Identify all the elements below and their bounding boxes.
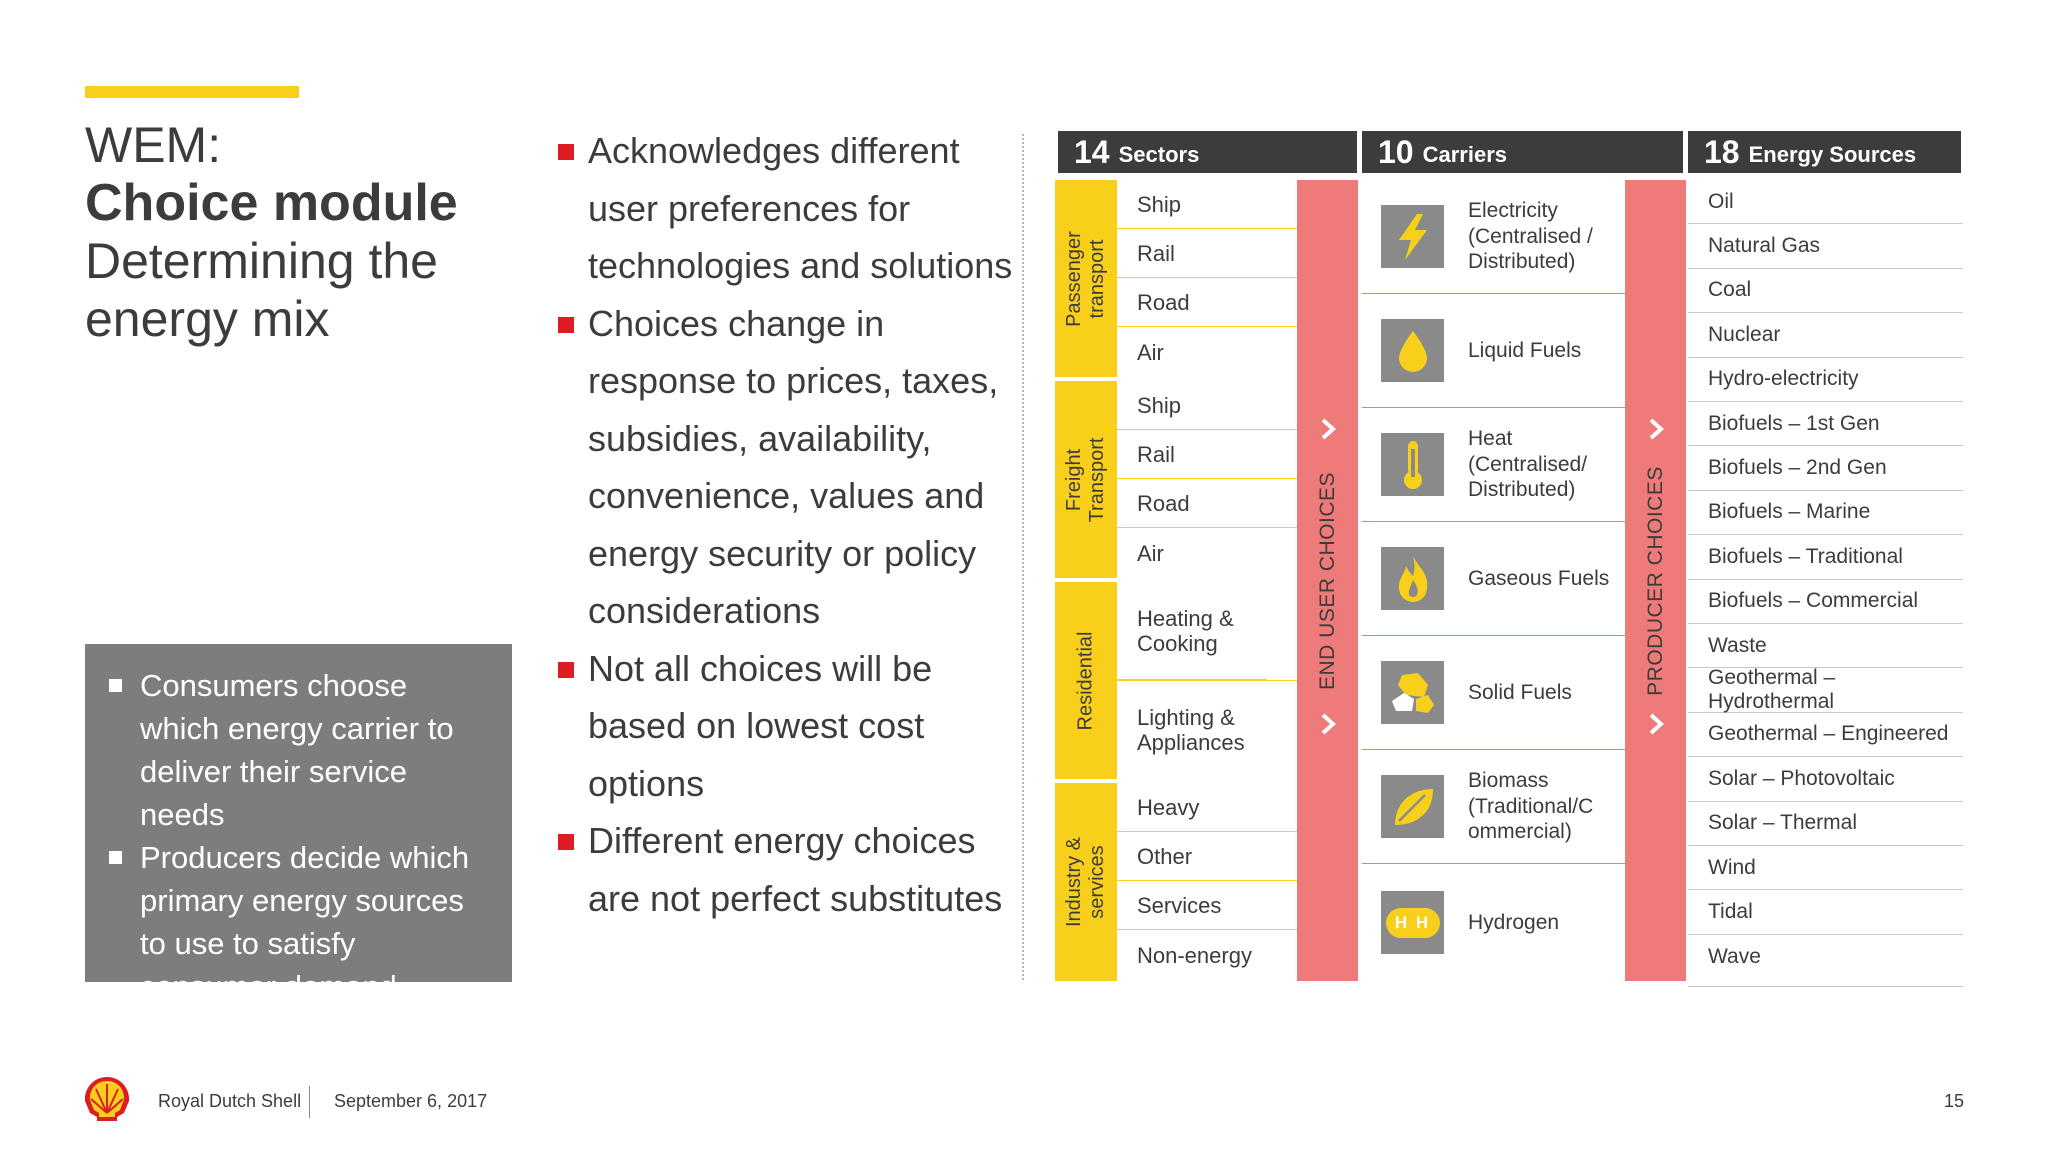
sector-group-industry [1055, 783, 1297, 981]
carrier-row [1362, 408, 1625, 522]
carrier-row [1362, 636, 1625, 750]
residential-divider [1117, 680, 1297, 681]
carrier-label: Liquid Fuels [1468, 338, 1582, 362]
energy-source-item: Wind [1688, 846, 1963, 890]
energy-source-item: Nuclear [1688, 313, 1963, 357]
sector-row: Heating & Cooking [1117, 582, 1267, 680]
energy-source-item: Solar – Photovoltaic [1688, 757, 1963, 801]
sector-row: Road [1117, 278, 1297, 327]
sources-header [1688, 131, 1961, 173]
energy-source-item: Natural Gas [1688, 224, 1963, 268]
sector-row: Rail [1117, 430, 1297, 479]
energy-source-item: Wave [1708, 944, 1761, 968]
sector-row: Road [1117, 479, 1297, 528]
energy-source-item: Hydro-electricity [1688, 358, 1963, 402]
sector-row: Ship [1117, 381, 1297, 430]
sector-row: Heavy [1117, 783, 1297, 832]
chevron-right-icon [1316, 712, 1340, 736]
carrier-row [1362, 864, 1625, 981]
summary-item: Producers decide which primary energy sources to use to satisfy consumer demand [107, 836, 492, 1008]
carrier-row [1362, 180, 1625, 294]
footer-date: September 6, 2017 [334, 1091, 488, 1111]
chevron-right-icon [1644, 417, 1668, 441]
energy-source-item: Geothermal – Engineered [1688, 713, 1963, 757]
energy-source-item: Geothermal – Hydrothermal [1688, 668, 1963, 712]
hydrogen-icon [1381, 891, 1444, 954]
sector-group-passenger [1055, 180, 1297, 377]
chevron-right-icon [1644, 712, 1668, 736]
sectors-header-label: Sectors [1118, 142, 1200, 167]
sector-row: Air [1137, 339, 1164, 365]
title-line-2: Choice module [85, 174, 458, 232]
footer-separator [309, 1086, 310, 1118]
producer-choices-label: PRODUCER CHOICES [1643, 465, 1667, 696]
sector-row: Ship [1117, 180, 1297, 229]
droplet-icon [1381, 319, 1444, 382]
sector-row: Services [1117, 881, 1297, 930]
sector-group-label: Freight Transport [1055, 381, 1117, 578]
title-line-3: Determining the energy mix [85, 233, 438, 347]
bullet-item: Different energy choices are not perfect substitutes [556, 812, 1016, 927]
page-number: 15 [1943, 1091, 1964, 1111]
carriers-header [1362, 131, 1683, 173]
sector-row: Other [1117, 832, 1297, 881]
leaf-icon [1381, 775, 1444, 838]
carrier-row [1362, 294, 1625, 408]
page-title [85, 116, 525, 348]
energy-source-item: Biofuels – Commercial [1688, 580, 1963, 624]
bullet-item: Not all choices will be based on lowest cost options [556, 640, 1016, 813]
hydrogen-icon-text: H H [1386, 908, 1440, 938]
main-bullet-list [556, 122, 1016, 927]
carrier-row [1362, 750, 1625, 864]
sector-group-label: Passenger transport [1055, 180, 1117, 377]
carrier-row [1362, 522, 1625, 636]
sectors-header [1058, 131, 1357, 173]
sources-bottom-rule [1688, 986, 1963, 987]
sector-row: Rail [1117, 229, 1297, 278]
bullet-item: Acknowledges different user preferences for technologies and solutions [556, 122, 1016, 295]
energy-source-item: Waste [1688, 624, 1963, 668]
coal-icon [1381, 661, 1444, 724]
summary-item: Consumers choose which energy carrier to deliver their service needs [107, 664, 492, 836]
sector-row: Non-energy [1137, 943, 1252, 968]
carrier-label: Solid Fuels [1468, 680, 1572, 704]
sector-group-label: Residential [1055, 582, 1117, 779]
shell-logo [82, 1075, 132, 1123]
dotted-divider [1022, 134, 1024, 980]
carrier-label: Heat (Centralised/ Distributed) [1468, 427, 1588, 502]
sector-row: Air [1137, 540, 1164, 566]
carrier-label: Electricity (Centralised / Distributed) [1468, 199, 1593, 274]
carrier-label: Hydrogen [1468, 910, 1560, 934]
carrier-label: Gaseous Fuels [1468, 566, 1610, 590]
energy-source-item: Tidal [1688, 890, 1963, 934]
energy-source-item: Solar – Thermal [1688, 802, 1963, 846]
lightning-icon [1381, 205, 1444, 268]
energy-source-item: Oil [1688, 180, 1963, 224]
carriers-header-label: Carriers [1422, 142, 1507, 167]
end-user-choices-bar [1297, 180, 1358, 981]
producer-choices-bar [1625, 180, 1686, 981]
thermometer-icon [1381, 433, 1444, 496]
title-line-1: WEM: [85, 117, 222, 173]
sectors-grid [1055, 180, 1297, 981]
carrier-label: Biomass (Traditional/C ommercial) [1468, 769, 1594, 844]
energy-source-item: Biofuels – 1st Gen [1688, 402, 1963, 446]
bullet-item: Choices change in response to prices, taxes, subsidies, availability, convenience, values and energy security or policy considerations [556, 295, 1016, 640]
energy-source-item: Coal [1688, 269, 1963, 313]
end-user-choices-label: END USER CHOICES [1315, 471, 1339, 690]
energy-source-item: Biofuels – Traditional [1688, 535, 1963, 579]
flame-icon [1381, 547, 1444, 610]
sources-count: 18 [1704, 134, 1740, 170]
energy-source-item: Biofuels – Marine [1688, 491, 1963, 535]
sector-row: Lighting & Appliances [1137, 704, 1245, 755]
chevron-right-icon [1316, 417, 1340, 441]
title-accent-bar [85, 86, 299, 98]
footer-company: Royal Dutch Shell [158, 1091, 302, 1111]
sector-group-freight [1055, 381, 1297, 578]
sector-group-label: Industry & services [1055, 783, 1117, 981]
summary-box [85, 644, 512, 1004]
carriers-count: 10 [1378, 134, 1414, 170]
sectors-count: 14 [1074, 134, 1110, 170]
sources-header-label: Energy Sources [1748, 142, 1917, 167]
energy-source-item: Biofuels – 2nd Gen [1688, 446, 1963, 490]
